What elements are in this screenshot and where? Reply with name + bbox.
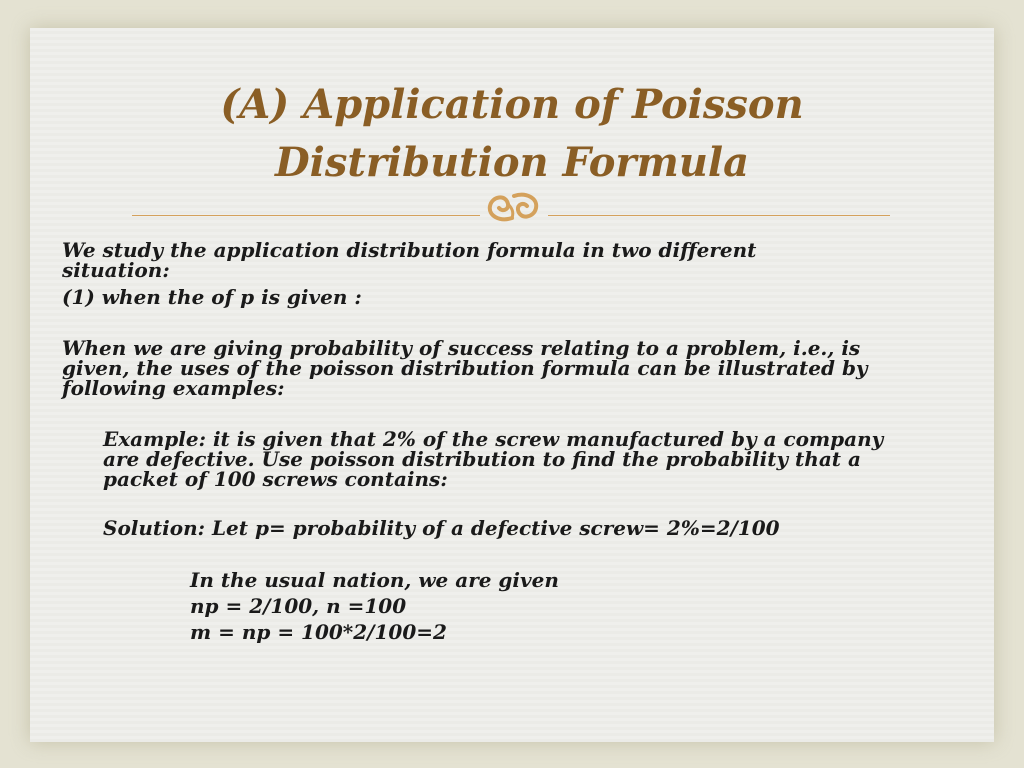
example-line-2: are defective. Use poisson distribution to find the probability that a — [103, 447, 861, 471]
case-1-heading: (1) when the of p is given : — [62, 285, 362, 309]
example-line-1: Example: it is given that 2% of the screw manufactured by a company — [103, 427, 884, 451]
title-line-1: (A) Application of Poisson — [220, 81, 804, 128]
title-line-2: Distribution Formula — [274, 139, 750, 186]
usual-nation-line: In the usual nation, we are given — [190, 568, 559, 592]
intro-line-1: We study the application distribution formula in two different — [62, 238, 757, 262]
example-line-3: packet of 100 screws contains: — [103, 467, 448, 491]
when-line-3: following examples: — [62, 376, 285, 400]
slide — [30, 28, 994, 742]
np-line: np = 2/100, n =100 — [190, 594, 407, 618]
when-line-2: given, the uses of the poisson distribution formula can be illustrated by — [62, 356, 868, 380]
when-line-1: When we are giving probability of success relating to a problem, i.e., is — [62, 336, 861, 360]
intro-line-2: situation: — [62, 258, 170, 282]
solution-line: Solution: Let p= probability of a defective screw= 2%=2/100 — [103, 516, 780, 540]
slide-body — [30, 28, 994, 742]
m-line: m = np = 100*2/100=2 — [190, 620, 447, 644]
